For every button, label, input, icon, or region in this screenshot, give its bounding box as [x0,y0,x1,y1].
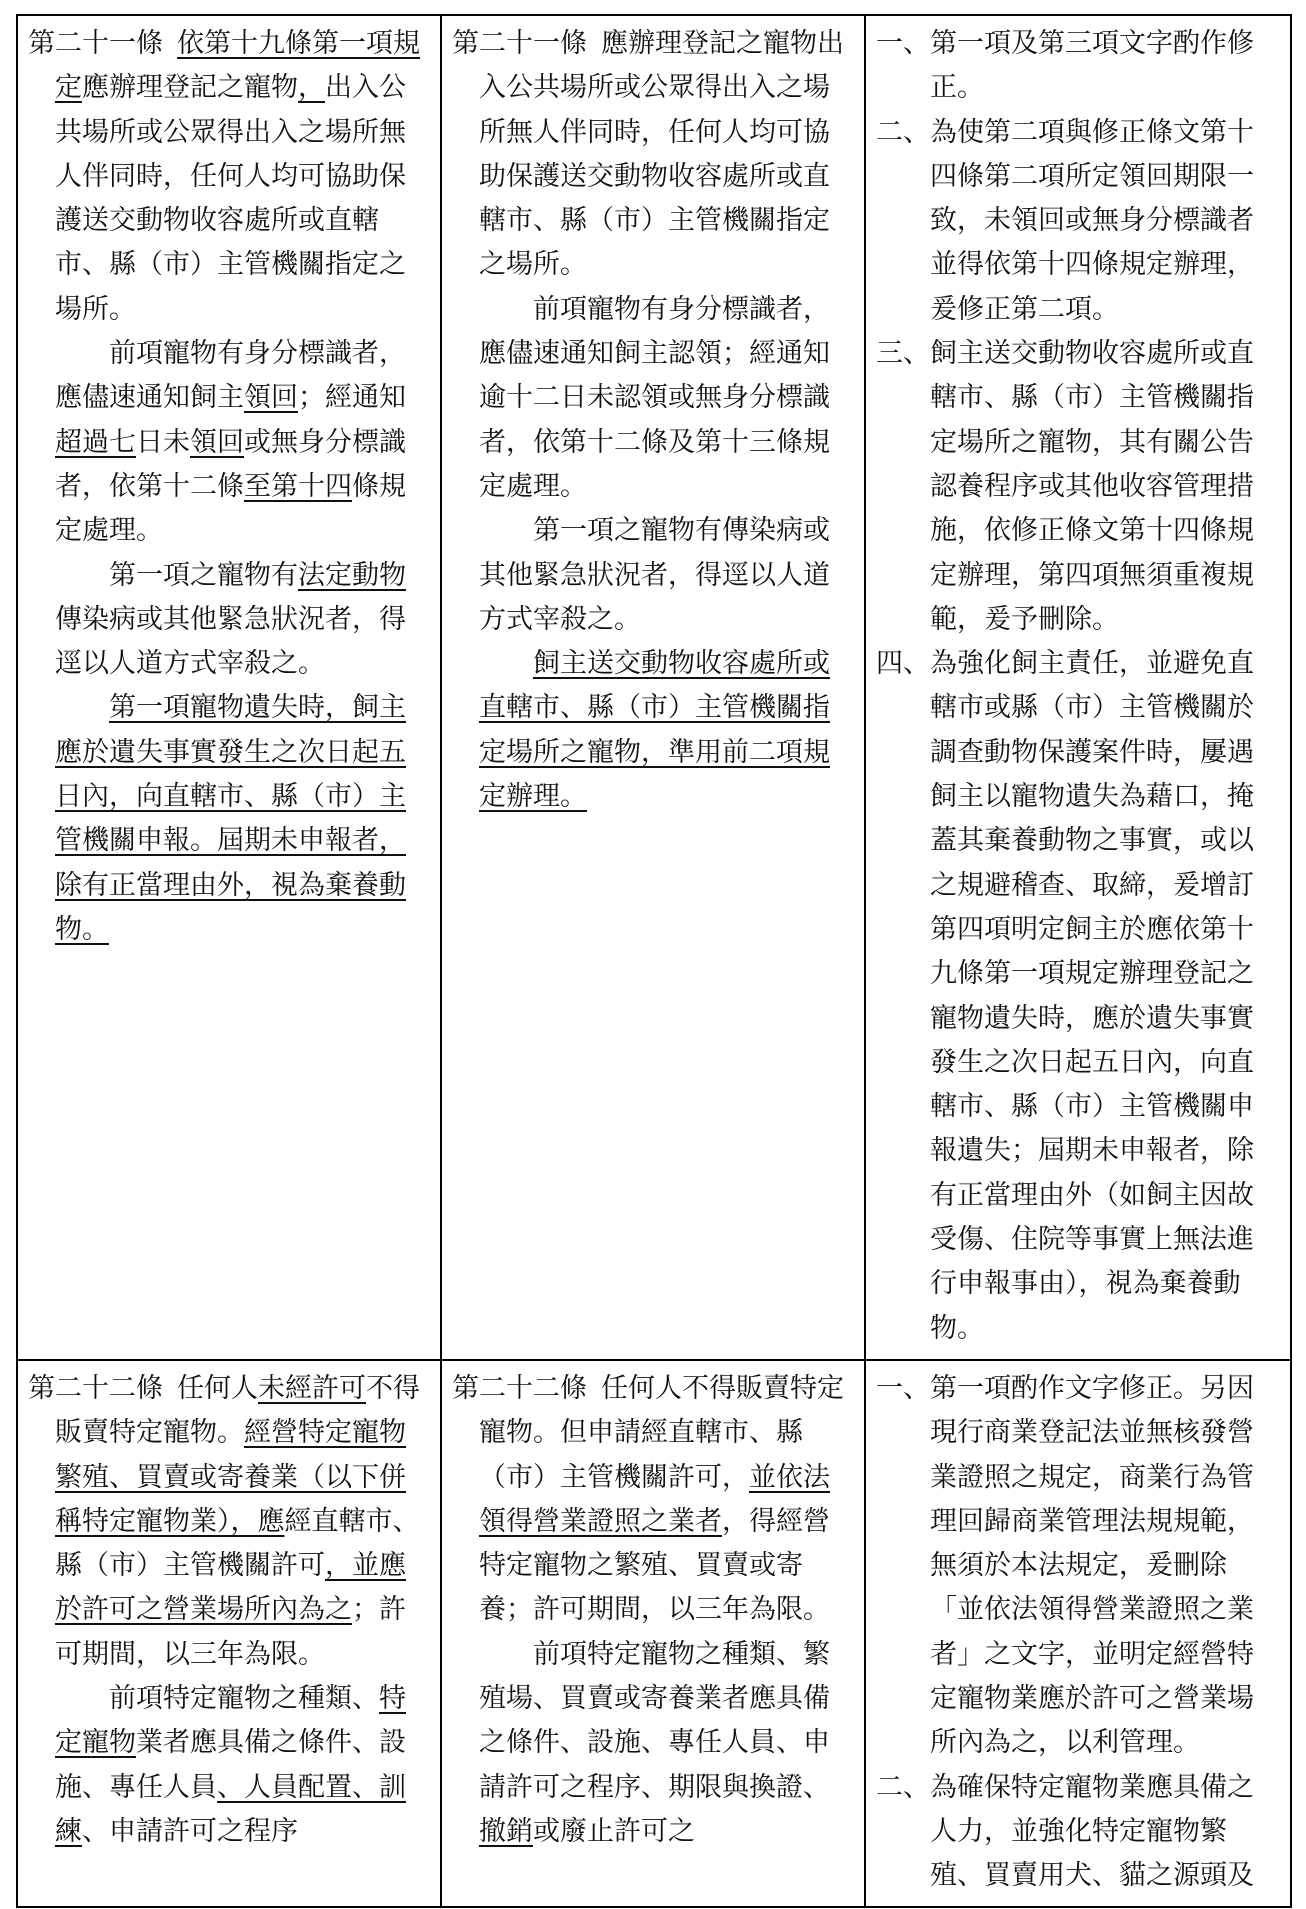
item-text: 飼主送交動物收容處所或直轄市、縣（市）主管機關指定場所之寵物，其有關公告認養程序或其他收容管理措施，依修正條文第十四條規定辦理，第四項無須重複規範，爰予刪除。 [930,338,1254,635]
text-segment: ，得經營特定寵物之繁殖、買賣或寄養；許可期間，以三年為限。 [479,1505,830,1626]
article-paragraph [452,288,854,509]
text-segment: 日未 [136,426,190,458]
article-first-paragraph [452,22,854,288]
article-paragraph [28,686,430,952]
text-segment: ；經通知 [298,382,406,414]
item-number: 一、 [876,28,930,59]
item-number: 一、 [876,1372,930,1404]
text-segment: 業者應具備之條件、設施、專任人員 [55,1727,406,1803]
item-text: 第一項酌作文字修正。另因現行商業登記法並無核發營業證照之規定，商業行為管理回歸商業管理法規規範，無須於本法規定，爰刪除「並依法領得營業證照之業者」之文字，並明定經營特定寵物業應於許可之營業場所內為之，以利管理。 [930,1372,1254,1759]
text-segment: 經直轄市、縣（市）主管機關許可 [55,1505,420,1582]
text-segment: 應辦理登記之寵物出入公共場所或公眾得出入之場所無人伴同時，任何人均可協助保護送交動物收容處所或直轄市、縣（市）主管機關指定之場所。 [479,28,844,281]
amended-text-cell [17,15,441,1360]
article-paragraph [28,1677,430,1854]
amended-text-segment: 依第十九條第一項規定 [55,28,420,104]
item-number: 二、 [876,1771,930,1803]
article-paragraph [28,554,430,687]
amendment-comparison-table [16,14,1292,1908]
text-segment: 前項寵物有身分標識者，應儘速通知飼主認領；經通知逾十二日未認領或無身分標識者，依第十二條及第十三條規定處理。 [479,293,830,502]
amended-text-segment: 第一項寵物遺失時，飼主應於遺失事實發生之次日起五日內，向直轄市、縣（市）主管機關申報。屆期未申報者，除有正當理由外，視為棄養動物。 [55,692,406,945]
item-number: 三、 [876,338,930,370]
text-segment: 或廢止許可之 [533,1815,695,1847]
article-paragraph [452,642,854,819]
item-text: 為確保特定寵物業應具備之人力，並強化特定寵物繁殖、買賣用犬、貓之源頭及 [930,1771,1254,1892]
explanation-item [876,642,1280,1351]
item-text: 為強化飼主責任，並避免直轄市或縣（市）主管機關於調查動物保護案件時，屢遇飼主以寵物遺失為藉口，掩蓋其棄養動物之事實，或以之規避稽查、取締，爰增訂第四項明定飼主於應依第十九條第一項規定辦理登記之寵物遺失時，應於遺失事實發生之次日起五日內，向直轄市、縣（市）主管機關申報遺失；屆期未申報者，除有正當理由外（如飼主因故受傷、住院等事實上無法進行申報事由），視為棄養動物。 [930,648,1254,1344]
amended-text-segment: 、人員配置、訓練 [55,1771,406,1847]
article-first-paragraph [452,1367,854,1633]
amended-text-segment: 撤銷 [479,1815,533,1847]
text-segment: ；許可期間，以三年為限。 [55,1594,406,1670]
amended-text-segment: 超過七 [55,426,136,458]
article-number: 第二十一條 [28,28,163,59]
amended-text-segment: 經營特定寵物繁殖、買賣或寄養業（以下併稱特定寵物業），應 [55,1417,406,1537]
amended-text-segment: ，並應於許可之營業場所內為之 [55,1550,406,1626]
amended-text-segment: 特定寵物 [55,1682,406,1759]
table-row-article-21 [17,15,1291,1360]
explanation-item [876,1367,1280,1766]
amended-text-segment: 飼主送交動物收容處所或直轄市、縣（市）主管機關指定場所之寵物，準用前二項規定辦理。 [479,648,830,813]
text-segment: 傳染病或其他緊急狀況者，得逕以人道方式宰殺之。 [55,603,406,680]
text-segment: 前項特定寵物之種類、 [109,1682,379,1714]
text-segment: 不得販賣特定寵物。 [55,1372,420,1449]
text-segment: 或無身分標識者，依第十二條 [55,426,406,502]
text-segment: 出入公共場所或公眾得出入之場所無人伴同時，任何人均可協助保護送交動物收容處所或直轄市、縣（市）主管機關指定之場所。 [55,72,406,325]
item-text: 為使第二項與修正條文第十四條第二項所定領回期限一致，未領回或無身分標識者並得依第十四條規定辦理，爰修正第二項。 [930,116,1254,325]
amended-text-segment: 法定動物 [298,559,406,591]
item-number: 二、 [876,116,930,148]
article-number: 第二十二條 [452,1372,587,1404]
explanation-item [876,332,1280,642]
article-number: 第二十一條 [452,28,587,59]
current-text-cell [441,15,865,1360]
amended-text-segment: 至第十四 [244,470,352,502]
amended-text-segment: 並依法領得營業證照之業者 [479,1461,830,1537]
text-segment: 前項特定寵物之種類、繁殖場、買賣或寄養業者應具備之條件、設施、專任人員、申請許可之程序、期限與換證、 [479,1638,830,1803]
text-segment: 第一項之寵物有 [109,559,298,591]
article-first-paragraph [28,1367,430,1677]
amended-text-segment: 領回 [244,382,298,414]
explanation-cell [865,15,1291,1360]
article-first-paragraph [28,22,430,332]
explanation-item [876,1766,1280,1899]
text-segment: 第一項之寵物有傳染病或其他緊急狀況者，得逕以人道方式宰殺之。 [479,515,830,635]
item-number: 四、 [876,648,930,680]
item-text: 第一項及第三項文字酌作修正。 [930,28,1254,104]
article-paragraph [452,509,854,642]
article-paragraph [28,332,430,553]
amended-text-segment: 領回 [190,426,244,458]
article-paragraph [452,1633,854,1854]
amended-text-segment: ， [298,72,325,104]
text-segment: 、申請許可之程序 [82,1815,298,1847]
text-segment: 任何人不得販賣特定寵物。但申請經直轄市、縣（市）主管機關許可， [479,1372,844,1493]
text-segment: 任何人 [177,1372,258,1404]
explanation-cell [865,1360,1291,1908]
explanation-item [876,111,1280,332]
document-page [16,14,1290,1895]
text-segment: 條規定處理。 [55,470,406,547]
text-segment: 應辦理登記之寵物 [82,72,298,104]
current-text-cell [441,1360,865,1908]
explanation-item [876,22,1280,111]
table-row-article-22 [17,1360,1291,1908]
text-segment: 前項寵物有身分標識者，應儘速通知飼主 [55,338,406,414]
article-number: 第二十二條 [28,1372,163,1404]
amended-text-cell [17,1360,441,1908]
amended-text-segment: 未經許可 [258,1372,366,1404]
